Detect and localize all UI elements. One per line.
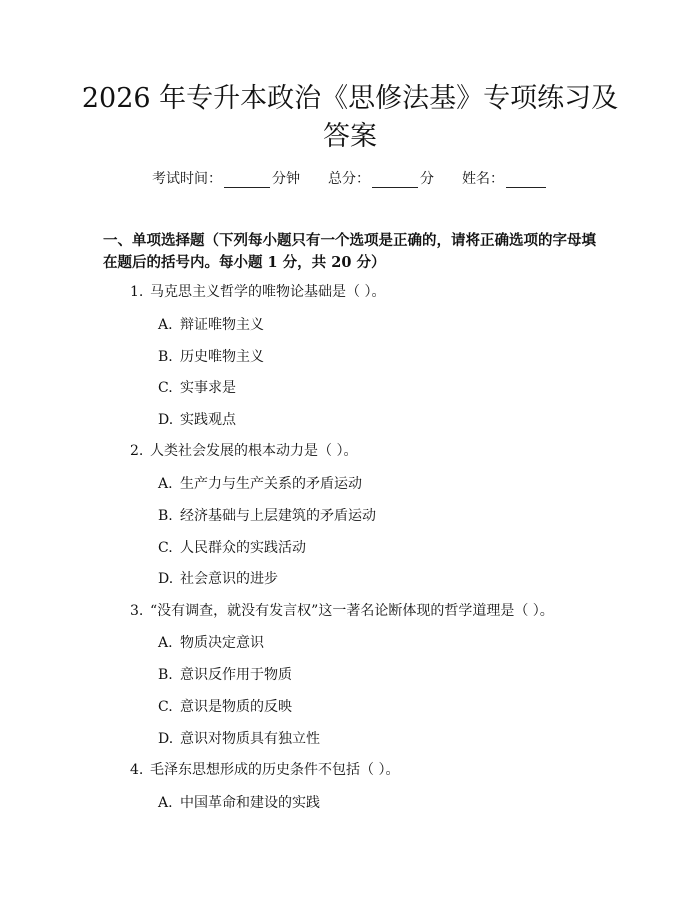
question-text: “没有调查，就没有发言权”这一著名论断体现的哲学道理是（ ）。 — [150, 603, 554, 619]
question-number: 4. — [130, 762, 144, 778]
question-3-option-d — [158, 728, 320, 748]
option-letter: B. — [158, 508, 173, 524]
title-line-1: 2026 年专升本政治《思修法基》专项练习及 — [81, 83, 619, 114]
option-letter: D. — [158, 731, 174, 747]
option-letter: A. — [158, 635, 173, 651]
option-text: 物质决定意识 — [180, 635, 264, 651]
option-text: 生产力与生产关系的矛盾运动 — [180, 476, 362, 492]
question-3-option-a — [158, 632, 264, 652]
question-2-option-b — [158, 505, 376, 525]
question-4 — [130, 759, 399, 779]
exam-time-blank — [224, 173, 270, 188]
option-text: 历史唯物主义 — [180, 349, 264, 365]
section-heading: 一、单项选择题（下列每小题只有一个选项是正确的，请将正确选项的字母填在题后的括号内。每小题 1 分，共 20 分） — [103, 232, 596, 271]
option-text: 中国革命和建设的实践 — [180, 795, 320, 811]
exam-time-label: 考试时间： — [152, 171, 222, 187]
option-letter: C. — [158, 699, 173, 715]
exam-meta — [0, 168, 700, 188]
option-letter: B. — [158, 667, 173, 683]
option-text: 意识反作用于物质 — [180, 667, 292, 683]
student-name-label: 姓名： — [462, 171, 504, 187]
exam-time — [152, 168, 300, 188]
option-text: 实事求是 — [180, 380, 236, 396]
question-3-option-b — [158, 664, 292, 684]
question-1 — [130, 281, 385, 301]
option-text: 人民群众的实践活动 — [180, 540, 306, 556]
total-score-label: 总分： — [328, 171, 370, 187]
question-1-option-d — [158, 409, 236, 429]
option-letter: C. — [158, 540, 173, 556]
option-letter: C. — [158, 380, 173, 396]
question-text: 人类社会发展的根本动力是（ ）。 — [150, 443, 358, 459]
option-text: 社会意识的进步 — [180, 571, 278, 587]
document-title — [70, 80, 630, 156]
question-1-option-a — [158, 314, 264, 334]
student-name-blank — [506, 173, 546, 188]
question-3-option-c — [158, 696, 292, 716]
question-2-option-a — [158, 473, 362, 493]
question-text: 马克思主义哲学的唯物论基础是（ ）。 — [150, 284, 386, 300]
option-letter: B. — [158, 349, 173, 365]
question-2-option-d — [158, 568, 278, 588]
option-letter: A. — [158, 476, 173, 492]
question-2 — [130, 440, 357, 460]
exam-time-unit: 分钟 — [272, 171, 300, 187]
total-score-blank — [372, 173, 418, 188]
question-1-option-b — [158, 346, 264, 366]
option-letter: A. — [158, 317, 173, 333]
option-text: 意识是物质的反映 — [180, 699, 292, 715]
total-score-unit: 分 — [420, 171, 434, 187]
student-name — [462, 168, 548, 188]
option-text: 实践观点 — [180, 412, 236, 428]
question-4-option-a — [158, 792, 320, 812]
total-score — [328, 168, 434, 188]
option-letter: D. — [158, 412, 174, 428]
question-text: 毛泽东思想形成的历史条件不包括（ ）。 — [150, 762, 400, 778]
question-number: 3. — [130, 603, 144, 619]
option-letter: D. — [158, 571, 174, 587]
question-number: 1. — [130, 284, 144, 300]
option-text: 经济基础与上层建筑的矛盾运动 — [180, 508, 376, 524]
option-text: 辩证唯物主义 — [180, 317, 264, 333]
question-number: 2. — [130, 443, 144, 459]
question-3 — [130, 600, 554, 620]
option-text: 意识对物质具有独立性 — [180, 731, 320, 747]
question-2-option-c — [158, 537, 306, 557]
title-line-2: 答案 — [323, 121, 377, 152]
option-letter: A. — [158, 795, 173, 811]
question-1-option-c — [158, 377, 236, 397]
